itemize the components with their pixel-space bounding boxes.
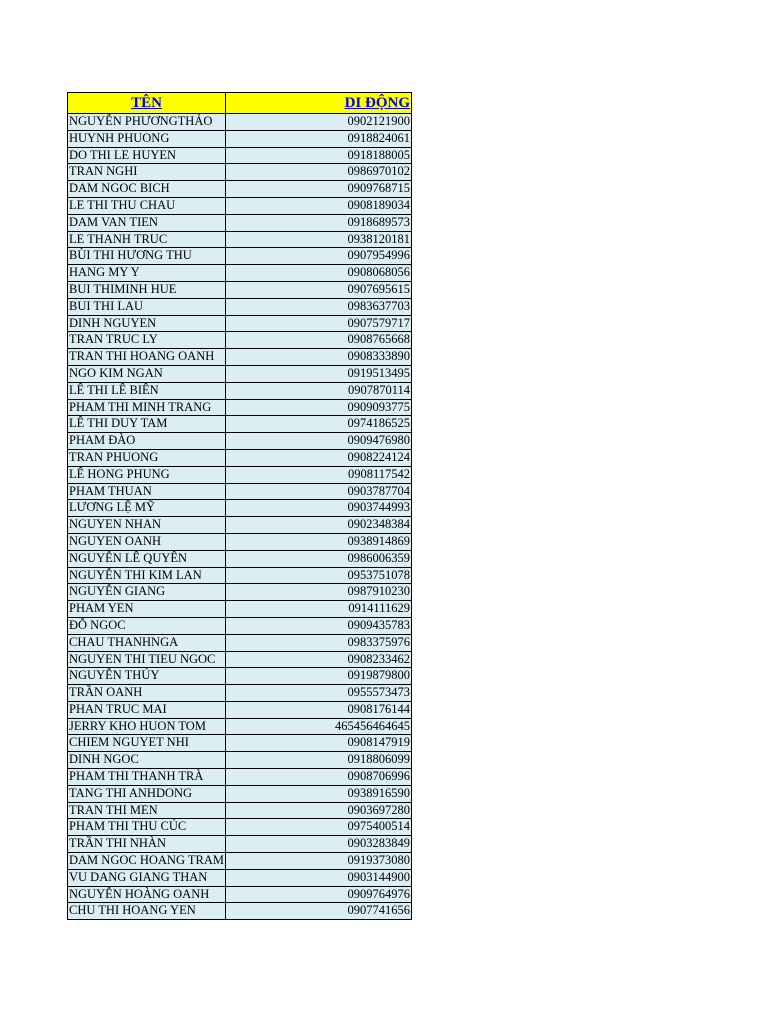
- cell-phone[interactable]: 0914111629: [226, 601, 412, 618]
- cell-phone[interactable]: 0903697280: [226, 802, 412, 819]
- table-row: [68, 114, 412, 131]
- table-row: [68, 181, 412, 198]
- cell-phone[interactable]: 0938120181: [226, 231, 412, 248]
- cell-phone[interactable]: 0938914869: [226, 533, 412, 550]
- cell-name[interactable]: JERRY KHO HUON TOM: [68, 718, 226, 735]
- cell-name[interactable]: DINH NGUYEN: [68, 315, 226, 332]
- cell-phone[interactable]: 0909768715: [226, 181, 412, 198]
- table-row: [68, 668, 412, 685]
- table-row: [68, 483, 412, 500]
- cell-phone[interactable]: 0903144900: [226, 869, 412, 886]
- cell-name[interactable]: NGUYEN NHAN: [68, 517, 226, 534]
- cell-name[interactable]: NGUYỄN HOÀNG OANH: [68, 886, 226, 903]
- cell-name[interactable]: TRẦN THI NHÀN: [68, 836, 226, 853]
- cell-name[interactable]: PHAM THUAN: [68, 483, 226, 500]
- cell-phone[interactable]: 0983375976: [226, 634, 412, 651]
- cell-phone[interactable]: 0908706996: [226, 769, 412, 786]
- cell-name[interactable]: TRAN THI MEN: [68, 802, 226, 819]
- cell-name[interactable]: DINH NGOC: [68, 752, 226, 769]
- table-row: [68, 281, 412, 298]
- contact-table: [67, 92, 412, 920]
- cell-name[interactable]: NGO KIM NGAN: [68, 365, 226, 382]
- cell-phone[interactable]: 0986006359: [226, 550, 412, 567]
- cell-name[interactable]: CHU THI HOANG YEN: [68, 903, 226, 920]
- cell-phone[interactable]: 0907741656: [226, 903, 412, 920]
- cell-name[interactable]: TRAN TRUC LY: [68, 332, 226, 349]
- cell-name[interactable]: DAM NGOC HOANG TRAM: [68, 853, 226, 870]
- cell-phone[interactable]: 0987910230: [226, 584, 412, 601]
- cell-name[interactable]: PHAN TRUC MAI: [68, 701, 226, 718]
- table-row: [68, 685, 412, 702]
- table-row: [68, 634, 412, 651]
- cell-phone[interactable]: 0908068056: [226, 265, 412, 282]
- cell-name[interactable]: PHAM THI THANH TRÀ: [68, 769, 226, 786]
- table-row: [68, 466, 412, 483]
- table-row: [68, 214, 412, 231]
- cell-phone[interactable]: 0903283849: [226, 836, 412, 853]
- table-row: [68, 365, 412, 382]
- table-row: [68, 197, 412, 214]
- table-row: [68, 130, 412, 147]
- table-row: [68, 500, 412, 517]
- cell-phone[interactable]: 0908224124: [226, 449, 412, 466]
- cell-name[interactable]: LE THANH TRUC: [68, 231, 226, 248]
- cell-name[interactable]: VU DANG GIANG THAN: [68, 869, 226, 886]
- cell-name[interactable]: TRAN NGHI: [68, 164, 226, 181]
- table-row: [68, 265, 412, 282]
- cell-name[interactable]: NGUYEN THI TIEU NGOC: [68, 651, 226, 668]
- cell-name[interactable]: NGUYỄN GIANG: [68, 584, 226, 601]
- table-row: [68, 819, 412, 836]
- cell-phone[interactable]: 0908117542: [226, 466, 412, 483]
- table-row: [68, 550, 412, 567]
- table-row: [68, 735, 412, 752]
- cell-phone[interactable]: 0908147919: [226, 735, 412, 752]
- table-row: [68, 315, 412, 332]
- cell-phone[interactable]: 0909435783: [226, 617, 412, 634]
- table-row: [68, 617, 412, 634]
- table-row: [68, 752, 412, 769]
- table-row: [68, 601, 412, 618]
- table-row: [68, 349, 412, 366]
- cell-phone[interactable]: 0955573473: [226, 685, 412, 702]
- cell-name[interactable]: LÊ THI DUY TAM: [68, 416, 226, 433]
- cell-phone[interactable]: 0953751078: [226, 567, 412, 584]
- cell-name[interactable]: TRAN THI HOANG OANH: [68, 349, 226, 366]
- cell-phone[interactable]: 0918824061: [226, 130, 412, 147]
- cell-name[interactable]: HANG MY Y: [68, 265, 226, 282]
- cell-phone[interactable]: 0907954996: [226, 248, 412, 265]
- table-row: [68, 869, 412, 886]
- cell-name[interactable]: HUYNH PHUONG: [68, 130, 226, 147]
- cell-phone[interactable]: 0919373080: [226, 853, 412, 870]
- table-body: [68, 114, 412, 920]
- cell-phone[interactable]: 0919879800: [226, 668, 412, 685]
- table-row: [68, 231, 412, 248]
- table-row: [68, 651, 412, 668]
- cell-phone[interactable]: 0908189034: [226, 197, 412, 214]
- cell-name[interactable]: TRẦN OANH: [68, 685, 226, 702]
- cell-name[interactable]: PHAM THI THU CÚC: [68, 819, 226, 836]
- cell-phone[interactable]: 0974186525: [226, 416, 412, 433]
- cell-name[interactable]: PHAM YEN: [68, 601, 226, 618]
- table-row: [68, 567, 412, 584]
- cell-phone[interactable]: 0986970102: [226, 164, 412, 181]
- table-row: [68, 785, 412, 802]
- table-row: [68, 802, 412, 819]
- cell-phone[interactable]: 0907870114: [226, 382, 412, 399]
- table-row: [68, 248, 412, 265]
- cell-phone[interactable]: 0908233462: [226, 651, 412, 668]
- cell-phone[interactable]: 0907695615: [226, 281, 412, 298]
- cell-name[interactable]: DO THI LE HUYEN: [68, 147, 226, 164]
- cell-phone[interactable]: 0902348384: [226, 517, 412, 534]
- cell-name[interactable]: CHAU THANHNGA: [68, 634, 226, 651]
- cell-phone[interactable]: 0907579717: [226, 315, 412, 332]
- cell-name[interactable]: NGUYỄN THI KIM LAN: [68, 567, 226, 584]
- cell-name[interactable]: NGUYỄN PHƯƠNGTHẢO: [68, 114, 226, 131]
- cell-name[interactable]: LÊ THI LÊ BIÊN: [68, 382, 226, 399]
- table-row: [68, 701, 412, 718]
- cell-phone[interactable]: 0918806099: [226, 752, 412, 769]
- table-row: [68, 853, 412, 870]
- table-row: [68, 517, 412, 534]
- cell-name[interactable]: BUI THIMINH HUE: [68, 281, 226, 298]
- cell-phone[interactable]: 0908176144: [226, 701, 412, 718]
- table-row: [68, 164, 412, 181]
- cell-name[interactable]: PHAM THI MINH TRANG: [68, 399, 226, 416]
- cell-phone[interactable]: 465456464645: [226, 718, 412, 735]
- cell-phone[interactable]: 0903744993: [226, 500, 412, 517]
- cell-name[interactable]: TANG THI ANHDONG: [68, 785, 226, 802]
- cell-name[interactable]: NGUYEN OANH: [68, 533, 226, 550]
- cell-phone[interactable]: 0975400514: [226, 819, 412, 836]
- cell-name[interactable]: CHIEM NGUYET NHI: [68, 735, 226, 752]
- cell-name[interactable]: LƯƠNG LỆ MỸ: [68, 500, 226, 517]
- table-row: [68, 533, 412, 550]
- table-row: [68, 332, 412, 349]
- cell-name[interactable]: NGUYỄN THÚY: [68, 668, 226, 685]
- cell-name[interactable]: LE THI THU CHAU: [68, 197, 226, 214]
- table-row: [68, 298, 412, 315]
- cell-name[interactable]: LÊ HONG PHUNG: [68, 466, 226, 483]
- cell-name[interactable]: DAM NGOC BICH: [68, 181, 226, 198]
- cell-name[interactable]: DAM VAN TIEN: [68, 214, 226, 231]
- table-row: [68, 416, 412, 433]
- table-row: [68, 433, 412, 450]
- cell-phone[interactable]: 0908333890: [226, 349, 412, 366]
- header-name[interactable]: TÊN: [68, 93, 226, 114]
- cell-phone[interactable]: 0918689573: [226, 214, 412, 231]
- table-row: [68, 382, 412, 399]
- cell-phone[interactable]: 0938916590: [226, 785, 412, 802]
- header-phone[interactable]: DI ĐỘNG: [226, 93, 412, 114]
- cell-phone[interactable]: 0909476980: [226, 433, 412, 450]
- cell-phone[interactable]: 0903787704: [226, 483, 412, 500]
- cell-phone[interactable]: 0909093775: [226, 399, 412, 416]
- table-row: [68, 399, 412, 416]
- table-row: [68, 903, 412, 920]
- cell-phone[interactable]: 0918188005: [226, 147, 412, 164]
- cell-phone[interactable]: 0983637703: [226, 298, 412, 315]
- table-row: [68, 769, 412, 786]
- cell-name[interactable]: NGUYỄN LÊ QUYÊN: [68, 550, 226, 567]
- table-row: [68, 836, 412, 853]
- table-row: [68, 886, 412, 903]
- cell-name[interactable]: PHAM ĐÀO: [68, 433, 226, 450]
- cell-name[interactable]: BÙI THI HƯƠNG THU: [68, 248, 226, 265]
- cell-phone[interactable]: 0919513495: [226, 365, 412, 382]
- cell-phone[interactable]: 0902121900: [226, 114, 412, 131]
- table-row: [68, 147, 412, 164]
- table-row: [68, 584, 412, 601]
- header-row: [68, 93, 412, 114]
- table-row: [68, 718, 412, 735]
- cell-phone[interactable]: 0908765668: [226, 332, 412, 349]
- table-row: [68, 449, 412, 466]
- cell-phone[interactable]: 0909764976: [226, 886, 412, 903]
- cell-name[interactable]: TRAN PHUONG: [68, 449, 226, 466]
- cell-name[interactable]: BUI THI LAU: [68, 298, 226, 315]
- cell-name[interactable]: ĐỖ NGOC: [68, 617, 226, 634]
